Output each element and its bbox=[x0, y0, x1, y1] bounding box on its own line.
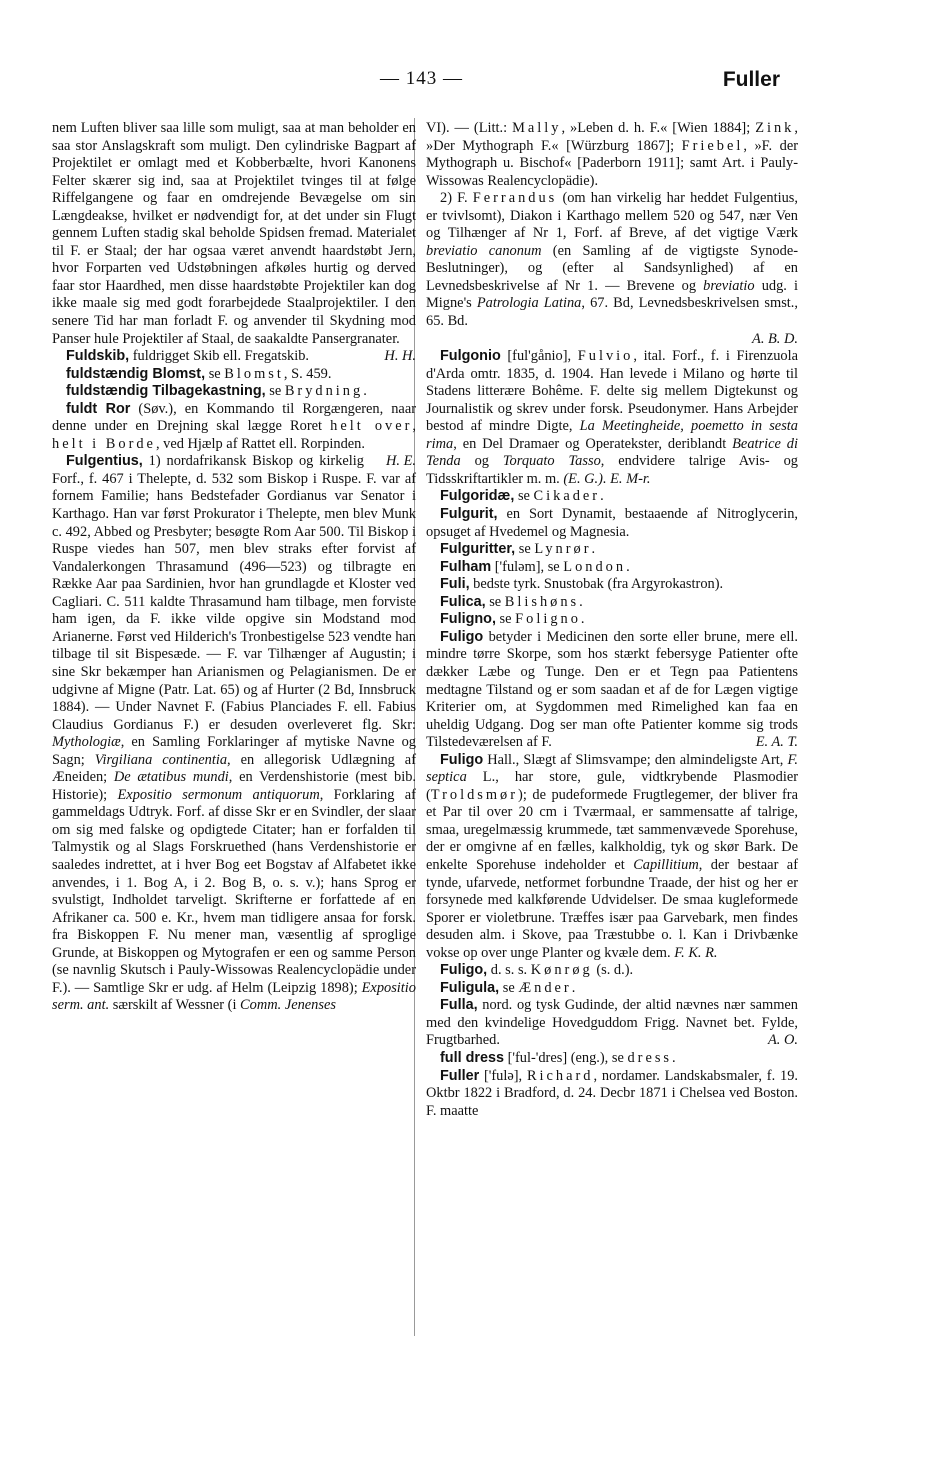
cross-reference: Lynrør bbox=[534, 541, 592, 558]
entry-fuligno: Fuligno, se Foligno. bbox=[440, 611, 585, 628]
headword: fuldstændig Tilbagekastning, bbox=[66, 383, 266, 400]
headword: Fuligo, bbox=[440, 962, 488, 979]
entry-fulla: Fulla, nord. og tysk Gudinde, der altid nævnes nær sammen med den kvindelige Hovedguddom Frigg. Navnet bet. Fylde, Frugtbarhed. A. O. bbox=[426, 997, 798, 1049]
page-number: — 143 — bbox=[380, 68, 463, 89]
entry-full-dress: full dress ['ful-'dres] (eng.), se dress. bbox=[440, 1049, 676, 1066]
headword: Fulgentius, bbox=[66, 453, 143, 470]
headword: Fulgoridæ, bbox=[440, 488, 515, 505]
entry-fuligo-medicine: Fuligo betyder i Medicinen den sorte eller brune, mere ell. mindre tørre Skorpe, som hos stærkt febersyge Patienter ofte dækker Læbe og Tunge. Den er et Tegn paa Patientens medtagne Tilstand og er som saadan et af de for Lægen vigtige Kriterier om, at Sygdommen med Rimelighed kan faa en uheldig Udgang. Dog ser man ofte Patienter komme sig trods Tilstedeværelsen af F. E. A. T. bbox=[426, 628, 798, 751]
entry-fuldstaendig-tilbagekastning: fuldstændig Tilbagekastning, se Brydning. bbox=[66, 383, 367, 400]
entry-fulgentius: Fulgentius, 1) nordafrikansk Biskop og kirkelig Forf., f. 467 i Thelepte, d. 532 som Biskop i Ruspe. F. var af fornem Familie; hans Bedstefader Gordianus var Senator i Karthago. Han var først Prokurator i Thelepte, men blev Munk c. 492, Abbed og Presbyter; besøgte Rom Aar 500. Til Biskop i Ruspe viedes han 507, men blev straks efter forvist af Vandalerkongen Thrasamund (496—523) og tilbragte en Række Aar paa Sardinien, hvor han grundlagde et Kloster ved Cagliari. C. 511 kaldte Thrasamund ham tilbage, men forviste ham igen, da F. ikke vilde opgive sin Modstand mod Arianerne. Først ved Hilderich's Tronbestigelse 523 vendte han tilbage til sit Bispesæde. — F. var Tilhænger af Augustin; i sine Skr bekæmper han Arianismen og Pelagianismen. De er udgivne af Migne (Patr. Lat. 65) og af Hurter (2 Bd, Innsbruck 1884). — Under Navnet F. (Fabius Planciades F. ell. Fabius Claudius Gordianus F.) er desuden overleveret flg. Skr: Mythologiæ, en Samling Forklaringer af mytiske Navne og Sagn; Virgiliana continentia, en allegorisk Udlægning af Æneiden; De ætatibus mundi, en Verdenshistorie (mest bib. Historie); Expositio sermonum antiquorum, Forklaring af gammeldags Udtryk. Forf. af disse Skr er en Svindler, der slaar om sig med falske og opdigtede Citater; han er forfalden til Talmystik og al Slags Forskruethed (hans Verdenshistorie er saaledes indrettet, at i hver Bog eet Bogstav af Alfabetet ikke anvendes, i 1. Bog A, i 2. Bog B, o. s. v.); hans Sprog er svulstigt, Indholdet tarveligt. Skrifterne er forfattede af en Afrikaner ca. 500 e. Kr., hvem man tidligere ansaa for forsk. fra Biskoppen F. Nu mener man, væsentlig af sproglige Grunde, at Biskoppen og Mytografen er een og samme Person (se navnlig Skutsch i Pauly-Wissowas Realencyclopädie under F.). — Samtlige Skr er udg. af Helm (Leipzig 1898); Expositio serm. ant. særskilt af Wessner (i Comm. Jenenses bbox=[52, 453, 416, 1014]
author-signature: E. A. T. bbox=[755, 734, 798, 751]
headword: full dress bbox=[440, 1049, 504, 1066]
entry-fuligo-slimsvamp: Fuligo Hall., Slægt af Slimsvampe; den almindeligste Art, F. septica L., har store, gule, vidtkrybende Plasmodier (Troldsmør); de pudeformede Frugtlegemer, der bliver fra et Par til over 20 cm i Tværmaal, er sammensatte af talrige, smaa, uregelmæssig krummede, tæt sammenvævede Sporehuse, der er omgivne af en fælles, kalkholdig, tyk og skør Bark. De enkelte Sporehuse indeholder et Capillitium, der bestaar af tynde, ufarvede, netformet forbundne Traade, der hist og her er forsynede med kalkførende Udvidelser. De smaa kugleformede Sporer er violetbrune. Træffes især paa Garvebark, men findes desuden alm. i Skove, paa Træstubbe o. l. Kan i Drivbænke vokse op over unge Planter og kvæle dem. F. K. R. bbox=[426, 751, 798, 961]
headword: fuldstændig Blomst, bbox=[66, 365, 206, 382]
page-header bbox=[0, 68, 928, 102]
cross-reference: Brydning bbox=[284, 383, 364, 400]
headword: Fuligo bbox=[440, 628, 484, 645]
entry-fuldt-ror: fuldt Ror (Søv.), en Kommando til Rorgængeren, naar denne under en Drejning skal lægge Roret helt over, helt i Borde, ved Hjælp af Rattet ell. Rorpinden. H. E. bbox=[52, 400, 417, 470]
entry-fulham: Fulham ['fuləm], se London. bbox=[440, 558, 630, 575]
cross-reference: Cikader bbox=[533, 488, 601, 505]
author-signature: F. K. R. bbox=[674, 944, 718, 961]
entry-fulgoridae: Fulgoridæ, se Cikader. bbox=[440, 488, 604, 505]
author-signature: A. B. D. bbox=[752, 330, 798, 347]
entry-fuligo-konrog: Fuligo, d. s. s. Kønrøg (s. d.). bbox=[440, 962, 634, 979]
entry-fulgonio: Fulgonio [ful'gånio], Fulvio, ital. Forf., f. i Firenzuola d'Arda omtr. 1835, d. 1904. Han levede i Milano og hørte til Stadens litterære Bohême. F. delte sig mellem Digtekunst og Journalistik og skrev under forsk. Pseudonymer. Hans Arbejder bestod af mindre Digte, La Meetingheide, poemetto in sesta rima, en Del Dramaer og Operatekster, deriblandt Beatrice di Tenda og Torquato Tasso, endvidere talrige Avis- og Tidsskriftartikler m. m. (E. G.). E. M-r. bbox=[426, 348, 799, 487]
entry-fuldstaendig-blomst: fuldstændig Blomst, se Blomst, S. 459. bbox=[66, 365, 332, 382]
headword: Fuldskib, bbox=[66, 348, 130, 365]
author-signature: H. H. bbox=[384, 348, 416, 365]
entry-fuli: Fuli, bedste tyrk. Snustobak (fra Argyrokastron). bbox=[440, 576, 724, 593]
headword: Fuller bbox=[440, 1067, 480, 1084]
headword: Fulla, bbox=[440, 997, 478, 1014]
right-column bbox=[426, 120, 798, 1120]
author-signature: H. E. bbox=[386, 453, 416, 470]
cross-reference: dress bbox=[627, 1049, 673, 1066]
author-signature: A. O. bbox=[768, 1032, 798, 1049]
cross-reference: Blishøns bbox=[504, 593, 580, 610]
entry-fulguritter: Fulguritter, se Lynrør. bbox=[440, 541, 596, 558]
headword: Fulica, bbox=[440, 593, 486, 610]
cross-reference: Foligno bbox=[515, 611, 581, 628]
left-column bbox=[52, 120, 416, 1015]
entry-fulgentius-continuation: VI). — (Litt.: Mally, »Leben d. h. F.« [Wien 1884]; Zink, »Der Mythograph F.« [Würzburg 1867]; Friebel, »F. der Mythograph u. Bischof« [Paderborn 1911]; samt Art. i Pauly-Wissowas Realencyclopädie). bbox=[426, 120, 799, 189]
cross-reference: Blomst bbox=[224, 365, 284, 382]
headword: Fulgurit, bbox=[440, 506, 498, 523]
entry-fulgentius-ferrandus: 2) F. Ferrandus (om han virkelig har heddet Fulgentius, er tvivlsomt), Diakon i Karthago mellem 520 og 547, nær Ven og Tilhænger af Nr 1, Forf. af Breve, af det vigtige Værk breviatio canonum (en Samling af de vigtigste Synode-Beslutninger), og (efter al Sandsynlighed) af en Levnedsbeskrivelse af Nr 1. — Brevene og breviatio udg. i Migne's Patrologia Latina, 67. Bd, Levnedsbeskrivelsen smst., 65. Bd. bbox=[426, 190, 798, 330]
headword: Fuligno, bbox=[440, 611, 496, 628]
entry-projektil-continuation: nem Luften bliver saa lille som muligt, saa at man beholder en saa stor Anslagskraft som muligt. Den cylindriske Bagpart af Projektilet er omlagt med et Kobberbælte, hvori Kanonens Felter skærer sig ind, saa at Projektilet tvinges til at følge Riffelgangene og faar en omdrejende Bevægelse om sin Længdeakse, hvilket er nødvendigt for, at det under sin Flugt gennem Luften stadig skal beholde Spidsen fremad. Materialet til F. er Staal; der har ogsaa været anvendt haardstøbt Jern, hvor Forparten ved Udstøbningen afkøles hurtig og derved faar stor Haardhed, men disse haardstøbte Projektiler kan dog ikke maale sig med godt forarbejdede Staalprojektiler. I den senere Tid har man forladt F. og anvender til Skydning mod Panser hule Projektiler af Staal, de saakaldte Pansergranater. H. H. bbox=[52, 120, 416, 365]
entry-fulgurit: Fulgurit, en Sort Dynamit, bestaaende af Nitroglycerin, opsuget af Hvedemel og Magnesia. bbox=[426, 506, 798, 540]
headword: fuldt Ror bbox=[66, 400, 131, 417]
headword: Fuligo bbox=[440, 751, 484, 768]
cross-reference: London bbox=[563, 558, 627, 575]
headword: Fulguritter, bbox=[440, 541, 516, 558]
cross-reference: Ænder bbox=[518, 979, 572, 996]
entry-fuller: Fuller ['fulə], Richard, nordamer. Landskabsmaler, f. 19. Oktbr 1822 i Bradford, d. 24. Decbr 1871 i Chelsea ved Boston. F. maatte bbox=[426, 1067, 798, 1119]
entry-fuligula: Fuligula, se Ænder. bbox=[440, 979, 576, 996]
author-signature: (E. G.). E. M-r. bbox=[563, 470, 651, 487]
headword: Fulgonio bbox=[440, 348, 501, 365]
entry-fuldskib: Fuldskib, fuldrigget Skib ell. Fregatskib. bbox=[66, 348, 310, 365]
headword: Fulham bbox=[440, 558, 492, 575]
headword: Fuli, bbox=[440, 576, 470, 593]
headword: Fuligula, bbox=[440, 979, 500, 996]
entry-fulica: Fulica, se Blishøns. bbox=[440, 593, 583, 610]
running-head: Fuller bbox=[722, 68, 780, 91]
